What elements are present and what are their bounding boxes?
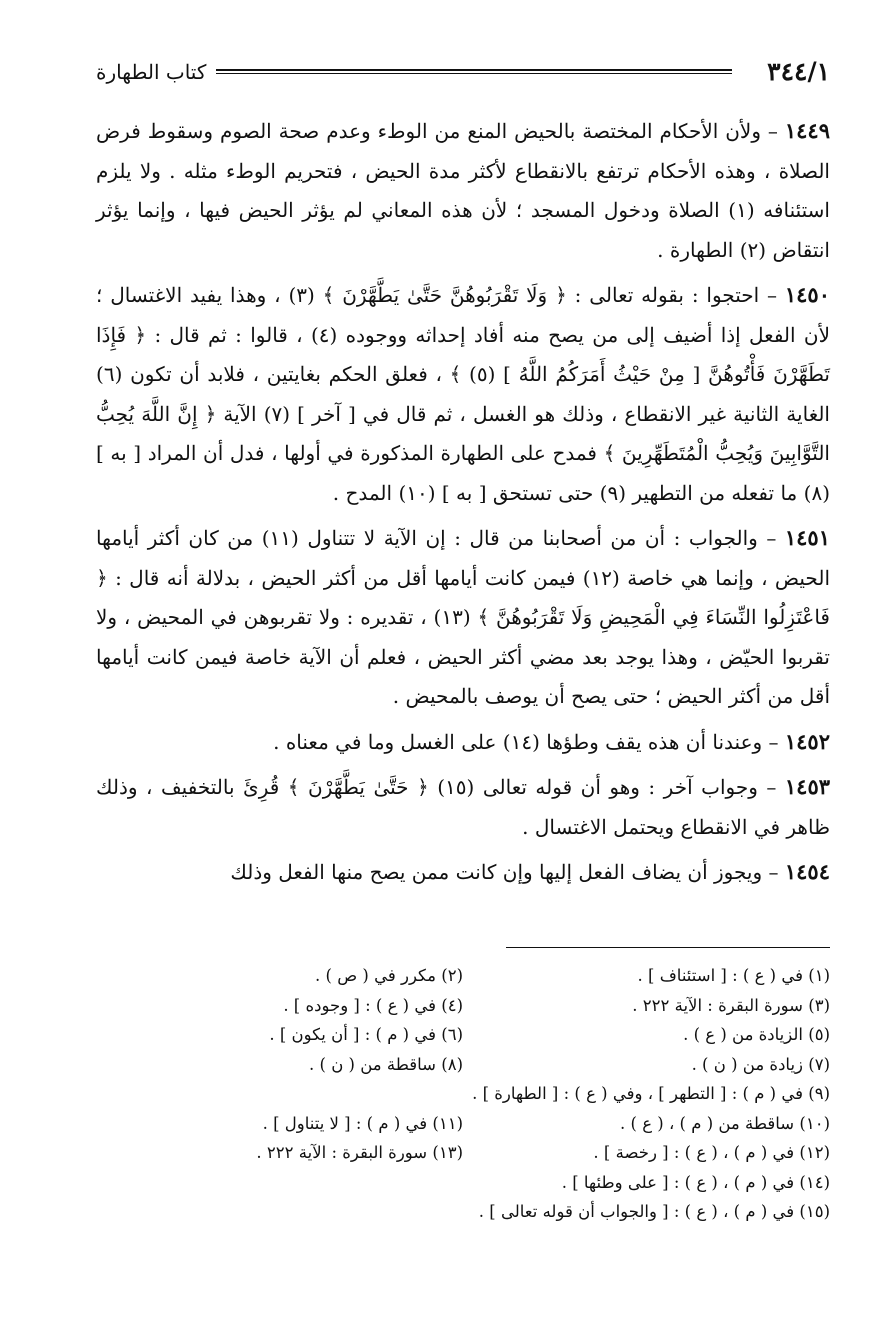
footnote-6: (٦) في ( م ) : [ أن يكون ] . [269,1025,463,1044]
footnote-row [96,1109,830,1139]
footnote-8: (٨) ساقطة من ( ن ) . [309,1054,463,1074]
paragraph-1450 [96,275,830,513]
paragraph-number: ١٤٥٢ [784,728,830,754]
paragraph-number: ١٤٥٠ [784,282,830,307]
footnote-2: (٢) مكرر في ( ص ) . [315,966,463,985]
paragraph-number: ١٤٥٣ [784,774,831,799]
paragraph-1454 [96,852,830,893]
footnote-12: (١٢) في ( م ) ، ( ع ) : [ رخصة ] . [593,1143,830,1162]
footnote-7: (٧) زيادة من ( ن ) . [691,1054,830,1074]
main-text [96,111,830,898]
paragraph-1449 [96,111,830,270]
footnote-row [96,991,830,1021]
footnote-13: (١٣) سورة البقرة : الآية ٢٢٢ . [256,1143,463,1162]
footnote-15: (١٥) في ( م ) ، ( ع ) : [ والجواب أن قوله تعالى ] . [478,1202,830,1221]
header-rule [216,69,732,74]
footnote-11: (١١) في ( م ) : [ لا يتناول ] . [262,1113,463,1133]
footnote-4: (٤) في ( ع ) : [ وجوده ] . [283,995,463,1015]
paragraph-text: – وجواب آخر : وهو أن قوله تعالى (١٥) ﴿ حَتَّىٰ يَطَّهَّرْنَ ﴾ قُرِئَ بالتخفيف ، وذلك ظاهر في الانقطاع ويحتمل الاغتسال . [96,775,830,839]
footnote-1: (١) في ( ع ) : [ استئناف ] . [637,966,830,985]
footnote-separator [506,947,830,948]
paragraph-number: ١٤٥١ [784,525,830,550]
footnote-5: (٥) الزيادة من ( ع ) . [683,1025,830,1044]
footnote-row [96,961,830,991]
paragraph-text: – وعندنا أن هذه يقف وطؤها (١٤) على الغسل وما في معناه . [273,729,785,754]
footnote-10: (١٠) ساقطة من ( م ) ، ( ع ) . [620,1113,830,1133]
footnote-14: (١٤) في ( م ) ، ( ع ) : [ على وطئها ] . [561,1172,830,1192]
footnotes [96,961,830,1227]
footnote-row [96,1138,830,1168]
footnote-row [96,1020,830,1050]
page-header [96,52,830,92]
paragraph-number: ١٤٤٩ [784,118,830,143]
book-title: كتاب الطهارة [96,60,207,84]
paragraph-text: – ويجوز أن يضاف الفعل إليها وإن كانت ممن يصح منها الفعل وذلك [230,860,785,884]
footnote-row [96,1050,830,1080]
footnote-row [96,1168,830,1198]
paragraph-text: – ولأن الأحكام المختصة بالحيض المنع من الوطء وعدم صحة الصوم وسقوط فرض الصلاة ، وهذه الأحكام ترتفع بالانقطاع لأكثر مدة الحيض ، فتحريم الوطء مثله . ولا يلزم استئنافه (١) الصلاة ودخول المسجد ؛ لأن هذه المعاني لم يؤثر الحيض فيها ، وإنما يؤثر انتقاض (٢) الطهارة . [96,119,830,262]
page-number: ٣٤٤/١ [767,57,830,86]
paragraph-text: – والجواب : أن من أصحابنا من قال : إن الآية لا تتناول (١١) من كان أكثر أيامها الحيض ، وإنما هي خاصة (١٢) فيمن كانت أيامها أقل من أكثر الحيض ، بدلالة أنه قال : ﴿ فَاعْتَزِلُوا النِّسَاءَ فِي الْمَحِيضِ وَلَا تَقْرَبُوهُنَّ ﴾ (١٣) ، تقديره : ولا تقربوهن في المحيض ، ولا تقربوا الحيّض ، وهذا يوجد بعد مضي أكثر الحيض ، فعلم أن الآية خاصة فيمن كانت أيامها أقل من أكثر الحيض ؛ حتى يصح أن يوصف بالمحيض . [96,526,830,708]
footnote-3: (٣) سورة البقرة : الآية ٢٢٢ . [632,995,830,1015]
paragraph-1452 [96,722,830,763]
paragraph-text: – احتجوا : بقوله تعالى : ﴿ وَلَا تَقْرَبُوهُنَّ حَتَّىٰ يَطَّهَّرْنَ ﴾ (٣) ، وهذا يفيد الاغتسال ؛ لأن الفعل إذا أضيف إلى من يصح منه أفاد إحداثه ووجوده (٤) ، قالوا : ثم قال : ﴿ فَإِذَا تَطَهَّرْنَ فَأْتُوهُنَّ [ مِنْ حَيْثُ أَمَرَكُمُ اللَّهُ ] (٥) ﴾ ، فعلق الحكم بغايتين ، فلابد أن تكون (٦) الغاية الثانية غير الانقطاع ، وذلك هو الغسل ، ثم قال في [ آخر ] (٧) الآية ﴿ إِنَّ اللَّهَ يُحِبُّ التَّوَّابِينَ وَيُحِبُّ الْمُتَطَهِّرِينَ ﴾ فمدح على الطهارة المذكورة في أولها ، فدل أن المراد [ به ] (٨) ما تفعله من التطهير (٩) حتى تستحق [ به ] (١٠) المدح . [96,283,830,505]
footnote-9: (٩) في ( م ) : [ التطهر ] ، وفي ( ع ) : [ الطهارة ] . [472,1084,830,1103]
footnote-row [96,1197,830,1227]
paragraph-1453 [96,767,830,847]
paragraph-1451 [96,518,830,717]
footnote-row [96,1079,830,1109]
paragraph-number: ١٤٥٤ [784,859,830,884]
